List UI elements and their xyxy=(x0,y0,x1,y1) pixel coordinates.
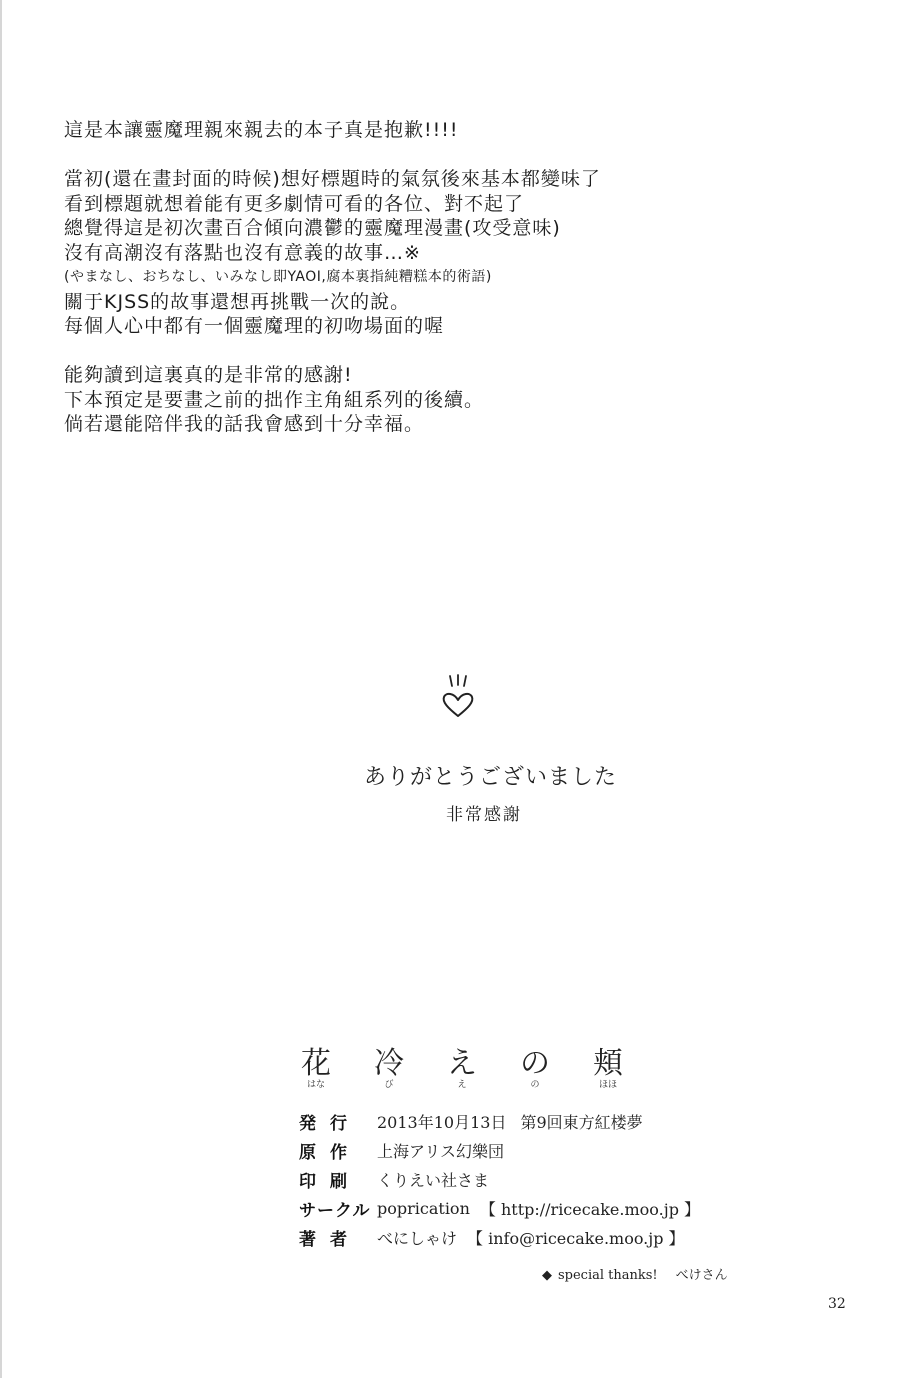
circle-name: poprication xyxy=(377,1199,470,1218)
thanks-japanese: ありがとうございました xyxy=(364,765,618,790)
ruby-text: はな xyxy=(306,1080,325,1090)
colophon-label: サークル xyxy=(299,1201,371,1221)
afterword-text xyxy=(64,118,864,437)
afterword-gap xyxy=(64,143,864,168)
afterword-line: 這是本讓靈魔理親來親去的本子真是抱歉!!!! xyxy=(64,119,459,141)
afterword-line: 能夠讀到這裏真的是非常的感謝! xyxy=(64,364,353,386)
special-thanks xyxy=(542,1264,728,1283)
original-work: 上海アリス幻樂団 xyxy=(377,1142,505,1161)
afterword-line: 沒有高潮沒有落點也沒有意義的故事…※ xyxy=(64,241,421,264)
author-email: 【 info@ricecake.moo.jp 】 xyxy=(467,1229,685,1248)
author-name: べにしゃけ xyxy=(377,1229,458,1248)
colophon-label: 原作 xyxy=(299,1143,361,1163)
ruby-text: え xyxy=(457,1080,467,1090)
afterword-gap xyxy=(64,339,864,364)
book-title-char: 冷 xyxy=(374,1046,404,1081)
afterword-line: 總覺得這是初次畫百合傾向濃鬱的靈魔理漫畫(攻受意味) xyxy=(64,217,561,239)
ruby-text: の xyxy=(530,1080,540,1090)
diamond-icon: ◆ xyxy=(542,1268,552,1283)
afterword-line: 下本預定是要畫之前的拙作主角組系列的後續。 xyxy=(64,388,485,411)
circle-url: 【 http://ricecake.moo.jp 】 xyxy=(479,1200,701,1219)
book-title xyxy=(292,1038,632,1082)
colophon-row-original xyxy=(299,1136,739,1165)
book-title-char: 花 xyxy=(301,1046,331,1081)
printer: くりえい社さま xyxy=(377,1171,490,1190)
colophon-label: 著者 xyxy=(299,1230,361,1250)
afterword-line: 每個人心中都有一個靈魔理的初吻場面的喔 xyxy=(64,315,445,337)
issue-date: 2013年10月13日 xyxy=(377,1113,507,1132)
book-title-char: え xyxy=(447,1046,477,1081)
colophon-row-author xyxy=(299,1223,739,1252)
afterword-line: 關于KJSS的故事還想再挑戰一次的說。 xyxy=(64,290,411,313)
issue-event: 第9回東方紅楼夢 xyxy=(520,1113,643,1132)
afterword-line: 倘若還能陪伴我的話我會感到十分幸福。 xyxy=(64,413,425,435)
book-title-ruby xyxy=(292,1077,632,1090)
afterword-line: 看到標題就想着能有更多劇情可看的各位、對不起了 xyxy=(64,192,525,215)
heart-doodle-icon xyxy=(438,672,478,722)
ruby-text: び xyxy=(384,1080,394,1090)
ruby-text: ほほ xyxy=(598,1080,617,1090)
book-title-char: 頬 xyxy=(593,1046,623,1081)
colophon-row-issue xyxy=(299,1107,739,1136)
colophon-label: 発行 xyxy=(299,1114,361,1134)
book-title-char: の xyxy=(520,1046,550,1081)
colophon-row-print xyxy=(299,1165,739,1194)
colophon-row-circle xyxy=(299,1194,739,1223)
special-thanks-label: special thanks! xyxy=(558,1268,658,1283)
colophon xyxy=(299,1107,739,1252)
special-thanks-name: べけさん xyxy=(675,1268,728,1283)
thanks-chinese: 非常感謝 xyxy=(446,805,522,825)
colophon-label: 印刷 xyxy=(299,1172,361,1192)
afterword-line-note: (やまなし、おちなし、いみなし即YAOI,腐本裏指純糟糕本的術語) xyxy=(64,269,492,285)
afterword-line: 當初(還在畫封面的時候)想好標題時的氣氛後來基本都變味了 xyxy=(64,168,601,190)
page-number: 32 xyxy=(828,1296,846,1312)
